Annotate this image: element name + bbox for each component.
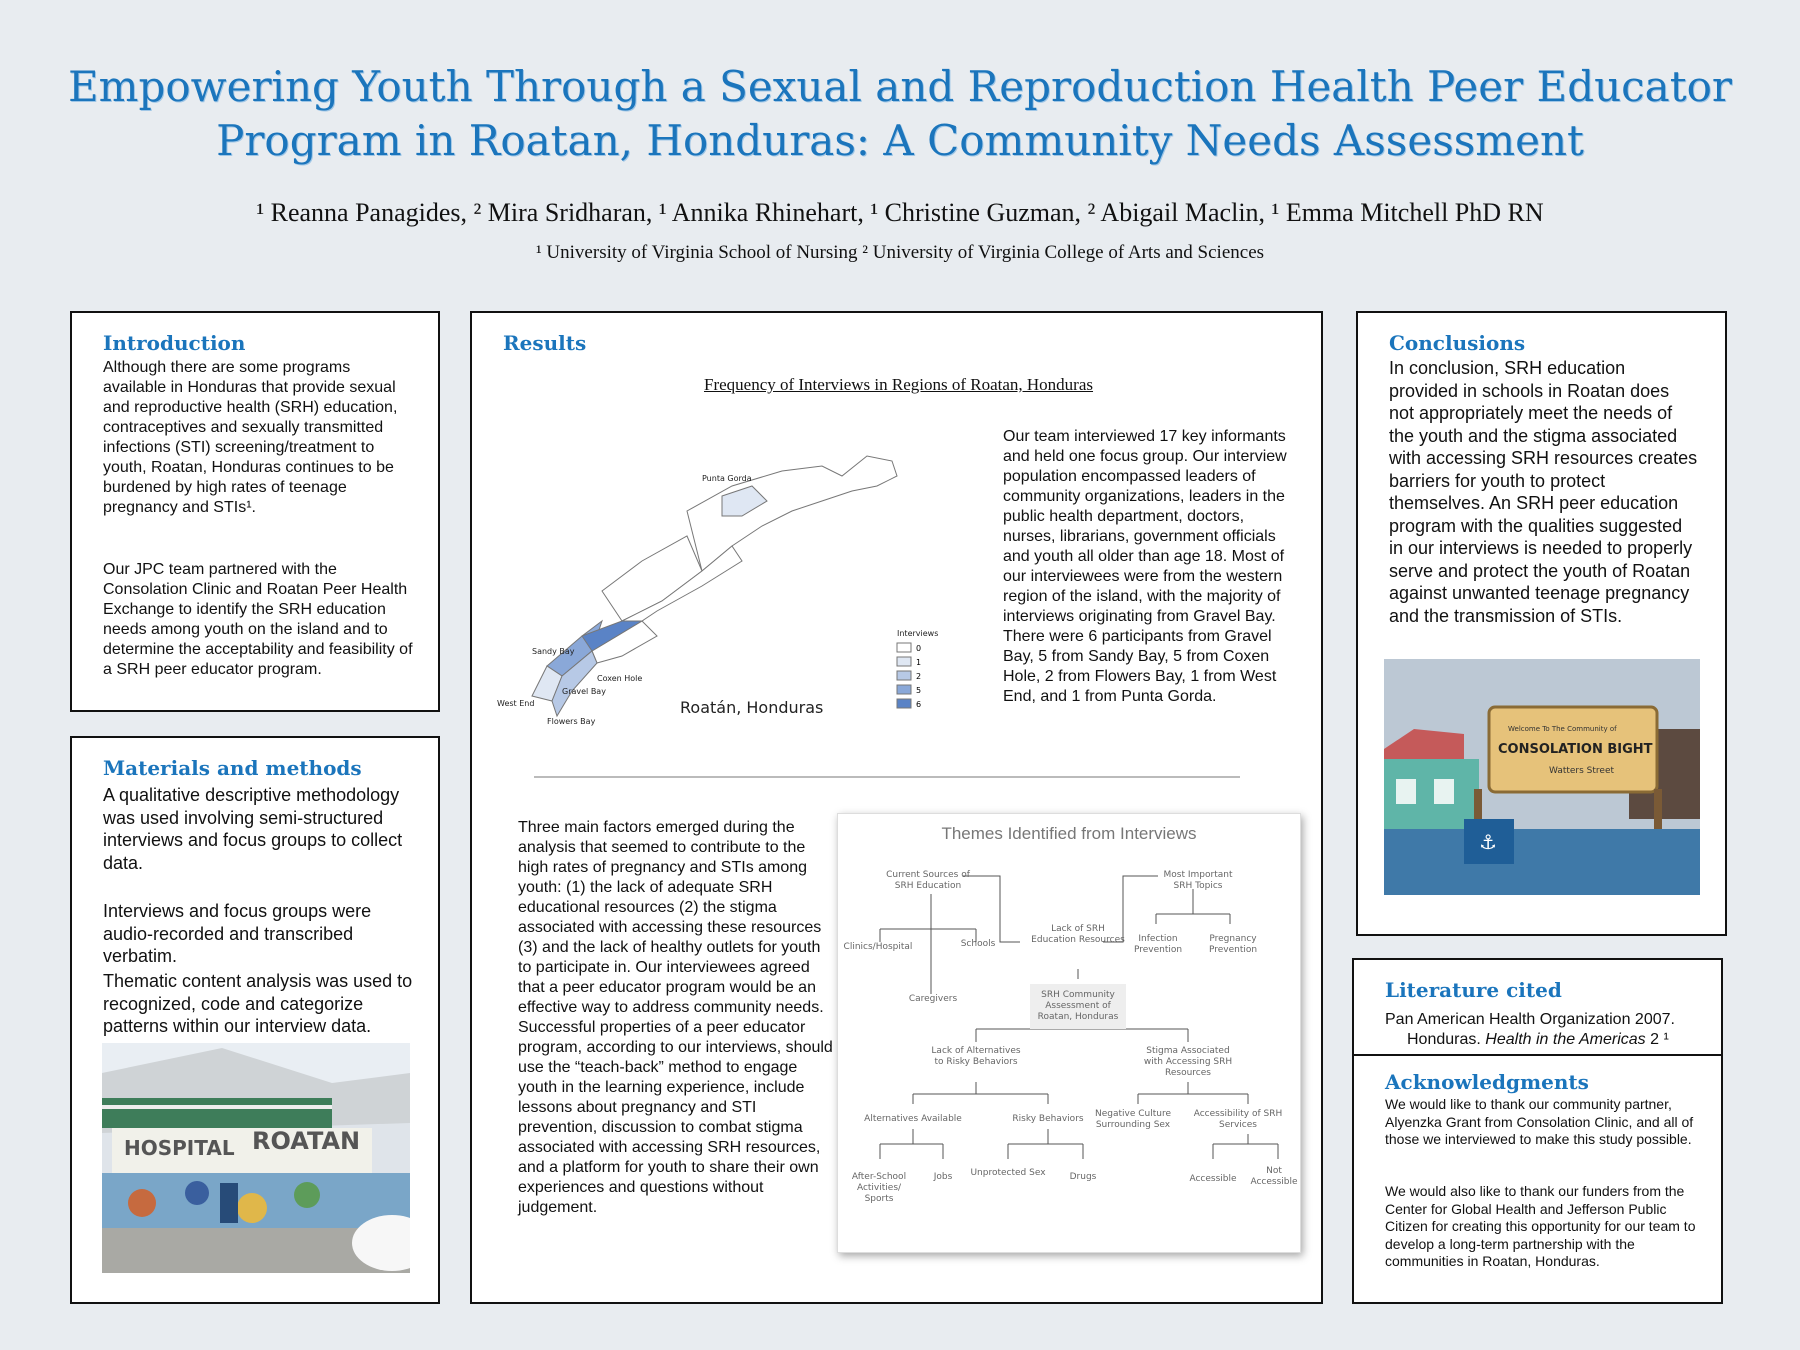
map-label-punta-gorda: Punta Gorda — [702, 474, 752, 483]
theme-schools: Schools — [960, 939, 996, 949]
tree-line-stigma — [1138, 1082, 1248, 1104]
map-legend-label: 5 — [916, 686, 922, 695]
map-label-flowers-bay: Flowers Bay — [547, 717, 596, 726]
theme-lack-srh: Lack of SRH Education Resources — [1031, 924, 1125, 945]
map-label-gravel-bay: Gravel Bay — [562, 687, 606, 696]
tree-line-accessibility — [1213, 1134, 1278, 1159]
photo-sign-street: Watters Street — [1549, 766, 1615, 776]
theme-jobs: Jobs — [933, 1172, 953, 1182]
results-paragraph-2: Three main factors emerged during the analysis that seemed to contribute to the high rates of pregnancy and STIs among youth: (1) the lack of adequate SRH educational resources (2) the stigma associated with accessing these resources (3) and the lack of healthy outlets for youth to participate in. Our interviewees agreed that a peer educator program would be an effective way to address community needs. Successful properties of a peer educator program, according to our interviews, should use the “teach-back” method to engage youth in the learning experience, include lessons about pregnancy and STI prevention, discussion to combat stigma associated with accessing SRH resources, and a platform for youth to share their own experiences and questions without judgement. — [518, 819, 833, 1216]
results-panel — [470, 311, 1323, 1304]
results-paragraph-1: Our team interviewed 17 key informants and held one focus group. Our interview population encompassed leaders of community organizations, leaders in the public health department, doctors, nurses, librarians, government officials and youth all older than age 18. Most of our interviewees were from the western region of the island, with the majority of interviews originating from Gravel Bay. There were 6 participants from Gravel Bay, 5 from Sandy Bay, 5 from Coxen Hole, 2 from Flowers Bay, 1 from West End, and 1 from Punta Gorda. — [1003, 428, 1287, 705]
methods-paragraph-2: Interviews and focus groups were audio-recorded and transcribed verbatim. — [103, 901, 372, 966]
literature-citation-italic: Health in the Americas — [1485, 1031, 1646, 1048]
theme-center: SRH Community Assessment of Roatan, Honduras — [1037, 990, 1119, 1022]
theme-not-accessible: Not Accessible — [1250, 1166, 1298, 1187]
theme-alternatives-available: Alternatives Available — [864, 1114, 962, 1124]
map-legend-swatch — [897, 685, 911, 694]
tree-line-risky — [1008, 1129, 1083, 1159]
literature-citation-end: 2 ¹ — [1650, 1031, 1669, 1048]
poster-title — [0, 60, 1800, 168]
results-divider — [534, 776, 1240, 778]
theme-lack-alternatives: Lack of Alternatives to Risky Behaviors — [931, 1046, 1021, 1067]
theme-most-important: Most Important SRH Topics — [1163, 870, 1233, 891]
conclusions-heading: Conclusions — [1389, 331, 1526, 355]
map-label-coxen-hole: Coxen Hole — [597, 674, 643, 683]
map-legend-title: Interviews — [897, 629, 939, 638]
acknowledgments-heading: Acknowledgments — [1385, 1070, 1589, 1094]
theme-after-school: After-School Activities/ Sports — [851, 1172, 907, 1204]
tree-line-lack-alt — [913, 1082, 1048, 1104]
author-list: ¹ Reanna Panagides, ² Mira Sridharan, ¹ Annika Rhinehart, ¹ Christine Guzman, ² Abigail Maclin, ¹ Emma Mitchell PhD RN — [256, 198, 1544, 227]
literature-panel — [1352, 958, 1723, 1056]
photo-sign-hospital: HOSPITAL — [124, 1136, 235, 1160]
methods-paragraph-1: A qualitative descriptive methodology was used involving semi-structured interviews and focus groups to collect data. — [103, 785, 403, 873]
photo-sign-roatan: ROATAN — [252, 1127, 361, 1155]
theme-stigma: Stigma Associated with Accessing SRH Resources — [1143, 1046, 1233, 1078]
theme-accessible: Accessible — [1189, 1174, 1237, 1184]
map-caption: Roatán, Honduras — [680, 698, 824, 717]
literature-citation-text: Pan American Health Organization 2007. Honduras. — [1385, 1011, 1675, 1048]
tree-line-alt-available — [880, 1129, 943, 1159]
acknowledgments-panel — [1352, 1054, 1723, 1304]
introduction-paragraph-2: Our JPC team partnered with the Consolation Clinic and Roatan Peer Health Exchange to identify the SRH education needs among youth on the island and to determine the acceptability and feasibility of a SRH peer educator program. — [103, 561, 413, 678]
map-legend — [897, 643, 921, 709]
map-legend-label: 0 — [916, 644, 922, 653]
conclusions-text: In conclusion, SRH education provided in schools in Roatan does not appropriately meet the needs of the youth and the stigma associated with accessing SRH resources creates barriers for youth to protect themselves. An SRH peer education program with the qualities suggested in our interviews is needed to properly serve and protect the youth of Roatan against unwanted teenage pregnancy and the transmission of STIs. — [1389, 358, 1698, 626]
acknowledgments-paragraph-1: We would like to thank our community partner, Alyenzka Grant from Consolation Clinic, and all of those we interviewed to make this study possible. — [1385, 1096, 1694, 1147]
title-line-2: Program in Roatan, Honduras: A Community Needs Assessment — [216, 116, 1584, 165]
map-legend-label: 6 — [916, 700, 922, 709]
map-legend-swatch — [897, 657, 911, 666]
map-legend-label: 2 — [916, 672, 922, 681]
map-legend-label: 1 — [916, 658, 922, 667]
photo-sign-consolation: CONSOLATION BIGHT — [1498, 742, 1653, 757]
map-title: Frequency of Interviews in Regions of Roatan, Honduras — [703, 375, 1094, 394]
literature-heading: Literature cited — [1385, 978, 1562, 1002]
map-legend-swatch — [897, 643, 911, 652]
hospital-roatan-photo — [102, 1043, 410, 1273]
anchor-icon: ⚓ — [1479, 830, 1497, 854]
introduction-panel — [70, 311, 440, 712]
theme-risky-behaviors: Risky Behaviors — [1012, 1114, 1084, 1124]
acknowledgments-paragraph-2: We would also like to thank our funders from the Center for Global Health and Jefferson Public Citizen for creating this opportunity for our team to develop a long-term partnership with the communities in Roatan, Honduras. — [1385, 1183, 1696, 1269]
themes-diagram — [837, 813, 1301, 1253]
consolation-bight-photo — [1384, 659, 1700, 895]
themes-title: Themes Identified from Interviews — [941, 824, 1197, 843]
roatan-interview-map — [492, 441, 957, 746]
literature-citation — [1385, 1010, 1727, 1050]
map-legend-swatch — [897, 671, 911, 680]
theme-negative-culture: Negative Culture Surrounding Sex — [1094, 1109, 1171, 1130]
photo-sign-welcome: Welcome To The Community of — [1508, 725, 1617, 733]
title-line-1: Empowering Youth Through a Sexual and Reproduction Health Peer Educator — [68, 62, 1732, 111]
methods-panel — [70, 736, 440, 1304]
methods-heading: Materials and methods — [103, 756, 362, 780]
theme-current-sources: Current Sources of SRH Education — [886, 870, 970, 891]
map-label-sandy-bay: Sandy Bay — [532, 647, 575, 656]
conclusions-panel — [1356, 311, 1727, 936]
theme-drugs: Drugs — [1069, 1172, 1097, 1182]
theme-pregnancy: Pregnancy Prevention — [1208, 934, 1258, 955]
results-heading: Results — [503, 331, 587, 355]
affiliations: ¹ University of Virginia School of Nursing ² University of Virginia College of Arts and Sciences — [535, 242, 1265, 263]
map-label-west-end: West End — [497, 699, 535, 708]
theme-accessibility: Accessibility of SRH Services — [1193, 1109, 1283, 1130]
methods-paragraph-3: Thematic content analysis was used to recognized, code and categorize patterns within our interview data. — [103, 971, 413, 1036]
theme-caregivers: Caregivers — [908, 994, 958, 1004]
theme-clinics: Clinics/Hospital — [843, 942, 913, 952]
theme-unprotected-sex: Unprotected Sex — [970, 1168, 1046, 1178]
map-legend-swatch — [897, 699, 911, 708]
introduction-heading: Introduction — [103, 331, 246, 355]
introduction-paragraph-1: Although there are some programs available in Honduras that provide sexual and reproductive health (SRH) education, contraceptives and sexually transmitted infections (STI) screening/treatment to youth, Roatan, Honduras continues to be burdened by high rates of teenage pregnancy and STIs¹. — [103, 359, 398, 516]
theme-infection: Infection Prevention — [1133, 934, 1183, 955]
